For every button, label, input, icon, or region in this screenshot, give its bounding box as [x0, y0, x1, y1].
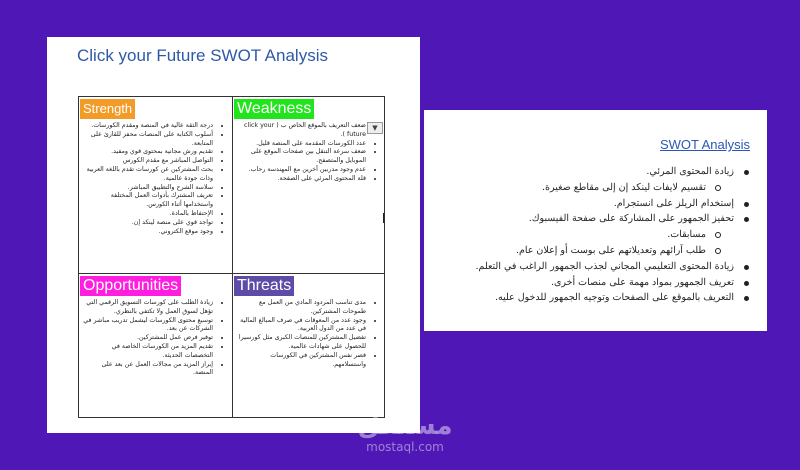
opportunities-list — [83, 299, 227, 378]
threats-cell — [233, 274, 384, 417]
card-sub-item: تقسيم لايفات لينكد إن إلى مقاطع صغيرة. — [444, 180, 751, 196]
list-item: • الإحتفاظ بالمادة. — [83, 210, 213, 219]
list-item: • وجود عدد من المعوقات في صرف المبالغ المالية في عدد من الدول العربية. — [237, 317, 366, 335]
watermark-latin: mostaql.com — [366, 440, 444, 454]
swot-summary-card — [424, 110, 767, 331]
document-title: Click your Future SWOT Analysis — [77, 46, 328, 65]
card-sub-item: طلب آرائهم وتعديلاتهم على بوست أو إعلان عام. — [444, 243, 751, 259]
list-item: • توفير فرص عمل للمشتركين. — [83, 334, 213, 343]
list-item: • التواصل المباشر مع مقدم الكورس — [83, 157, 213, 166]
card-item: إستخدام الريلز على انستجرام. — [444, 196, 751, 212]
list-item: • عدم وجود مدربين آخرين مع المهندسة رحاب. — [237, 166, 366, 175]
card-title[interactable]: SWOT Analysis — [659, 137, 750, 152]
list-item: • سلاسة الشرح والتطبيق المباشر. — [83, 184, 213, 193]
threats-heading: Threats — [234, 276, 294, 296]
card-sub-item: مسابقات. — [444, 227, 751, 243]
list-item: • زيادة الطلب على كورسات التسويق الرقمي التي تؤهل لسوق العمل ولا تكتفي بالنظري. — [83, 299, 213, 317]
mostaql-watermark — [350, 412, 460, 454]
strength-list — [83, 122, 227, 236]
weakness-heading: Weakness — [234, 99, 314, 119]
list-item: • قلة المحتوى المرئي على الصفحة. — [237, 175, 366, 184]
list-item: • تعريف المشترك بأدوات العمل المختلفة واستخدامها أثناء الكورس. — [83, 192, 213, 210]
list-item: • تواجد قوي على منصة لينكد إن. — [83, 219, 213, 228]
chevron-down-icon[interactable]: ▼ — [367, 122, 383, 134]
list-item: • قصر نفس المشتركين في الكورسات واستسلامهم. — [237, 352, 366, 370]
list-item: • توسيع محتوى الكورسات ليشمل تدريب مباشر في الشركات عن بعد. — [83, 317, 213, 335]
list-item: • بحث المشتركين عن كورسات تقدم باللغة العربية وذات جودة عالمية. — [83, 166, 213, 184]
card-item: تحفيز الجمهور على المشاركة على صفحة الفيسبوك. — [444, 211, 751, 227]
threats-list — [237, 299, 380, 369]
card-item: تعريف الجمهور بمواد مهمة على منصات أخرى. — [444, 275, 751, 291]
card-item: زيادة المحتوى المرئي. — [444, 164, 751, 180]
opportunities-heading: Opportunities — [80, 276, 181, 296]
swot-table — [78, 96, 385, 418]
list-item: • عدد الكورسات المقدمة على المنصة قليل. — [237, 140, 366, 149]
card-item: التعريف بالموقع على الصفحات وتوجيه الجمهور للدخول عليه. — [444, 290, 751, 306]
weakness-cell — [233, 97, 384, 272]
list-item: • تقديم المزيد من الكورسات الخاصة في التخصصات الحديثة. — [83, 343, 213, 361]
weakness-list — [237, 122, 380, 184]
list-item: • تقديم ورش مجانية بمحتوى قوي ومفيد. — [83, 148, 213, 157]
list-item: • مدى تناسب المردود المادي من العمل مع طموحات المشتركين. — [237, 299, 366, 317]
swot-document — [47, 37, 420, 433]
list-item: • وجود موقع الكتروني. — [83, 228, 213, 237]
list-item: • أسلوب الكتابة على المنصات محفز للقارئ على المتابعة. — [83, 131, 213, 149]
list-item: • تفضيل المشتركين للمنصات الكبرى مثل كورسيرا للحصول على شهادات عالمية. — [237, 334, 366, 352]
text-cursor — [383, 213, 384, 223]
opportunities-cell — [79, 274, 231, 417]
list-item: • ضعف التعريف بالموقع الخاص ب ( click your future ). — [237, 122, 366, 140]
list-item: • درجة الثقة عالية في المنصة ومقدم الكورسات. — [83, 122, 213, 131]
strength-heading: Strength — [80, 99, 135, 119]
card-list — [444, 164, 751, 306]
list-item: • ضعف سرعة التنقل بين صفحات الموقع على الموبايل والمتصفح. — [237, 148, 366, 166]
card-item: زيادة المحتوى التعليمي المجاني لجذب الجمهور الراغب في التعلم. — [444, 259, 751, 275]
watermark-arabic: مستقل — [357, 411, 453, 441]
list-item: • إبراز المزيد من مجالات العمل عن بعد على المنصة. — [83, 361, 213, 379]
strength-cell — [79, 97, 231, 272]
